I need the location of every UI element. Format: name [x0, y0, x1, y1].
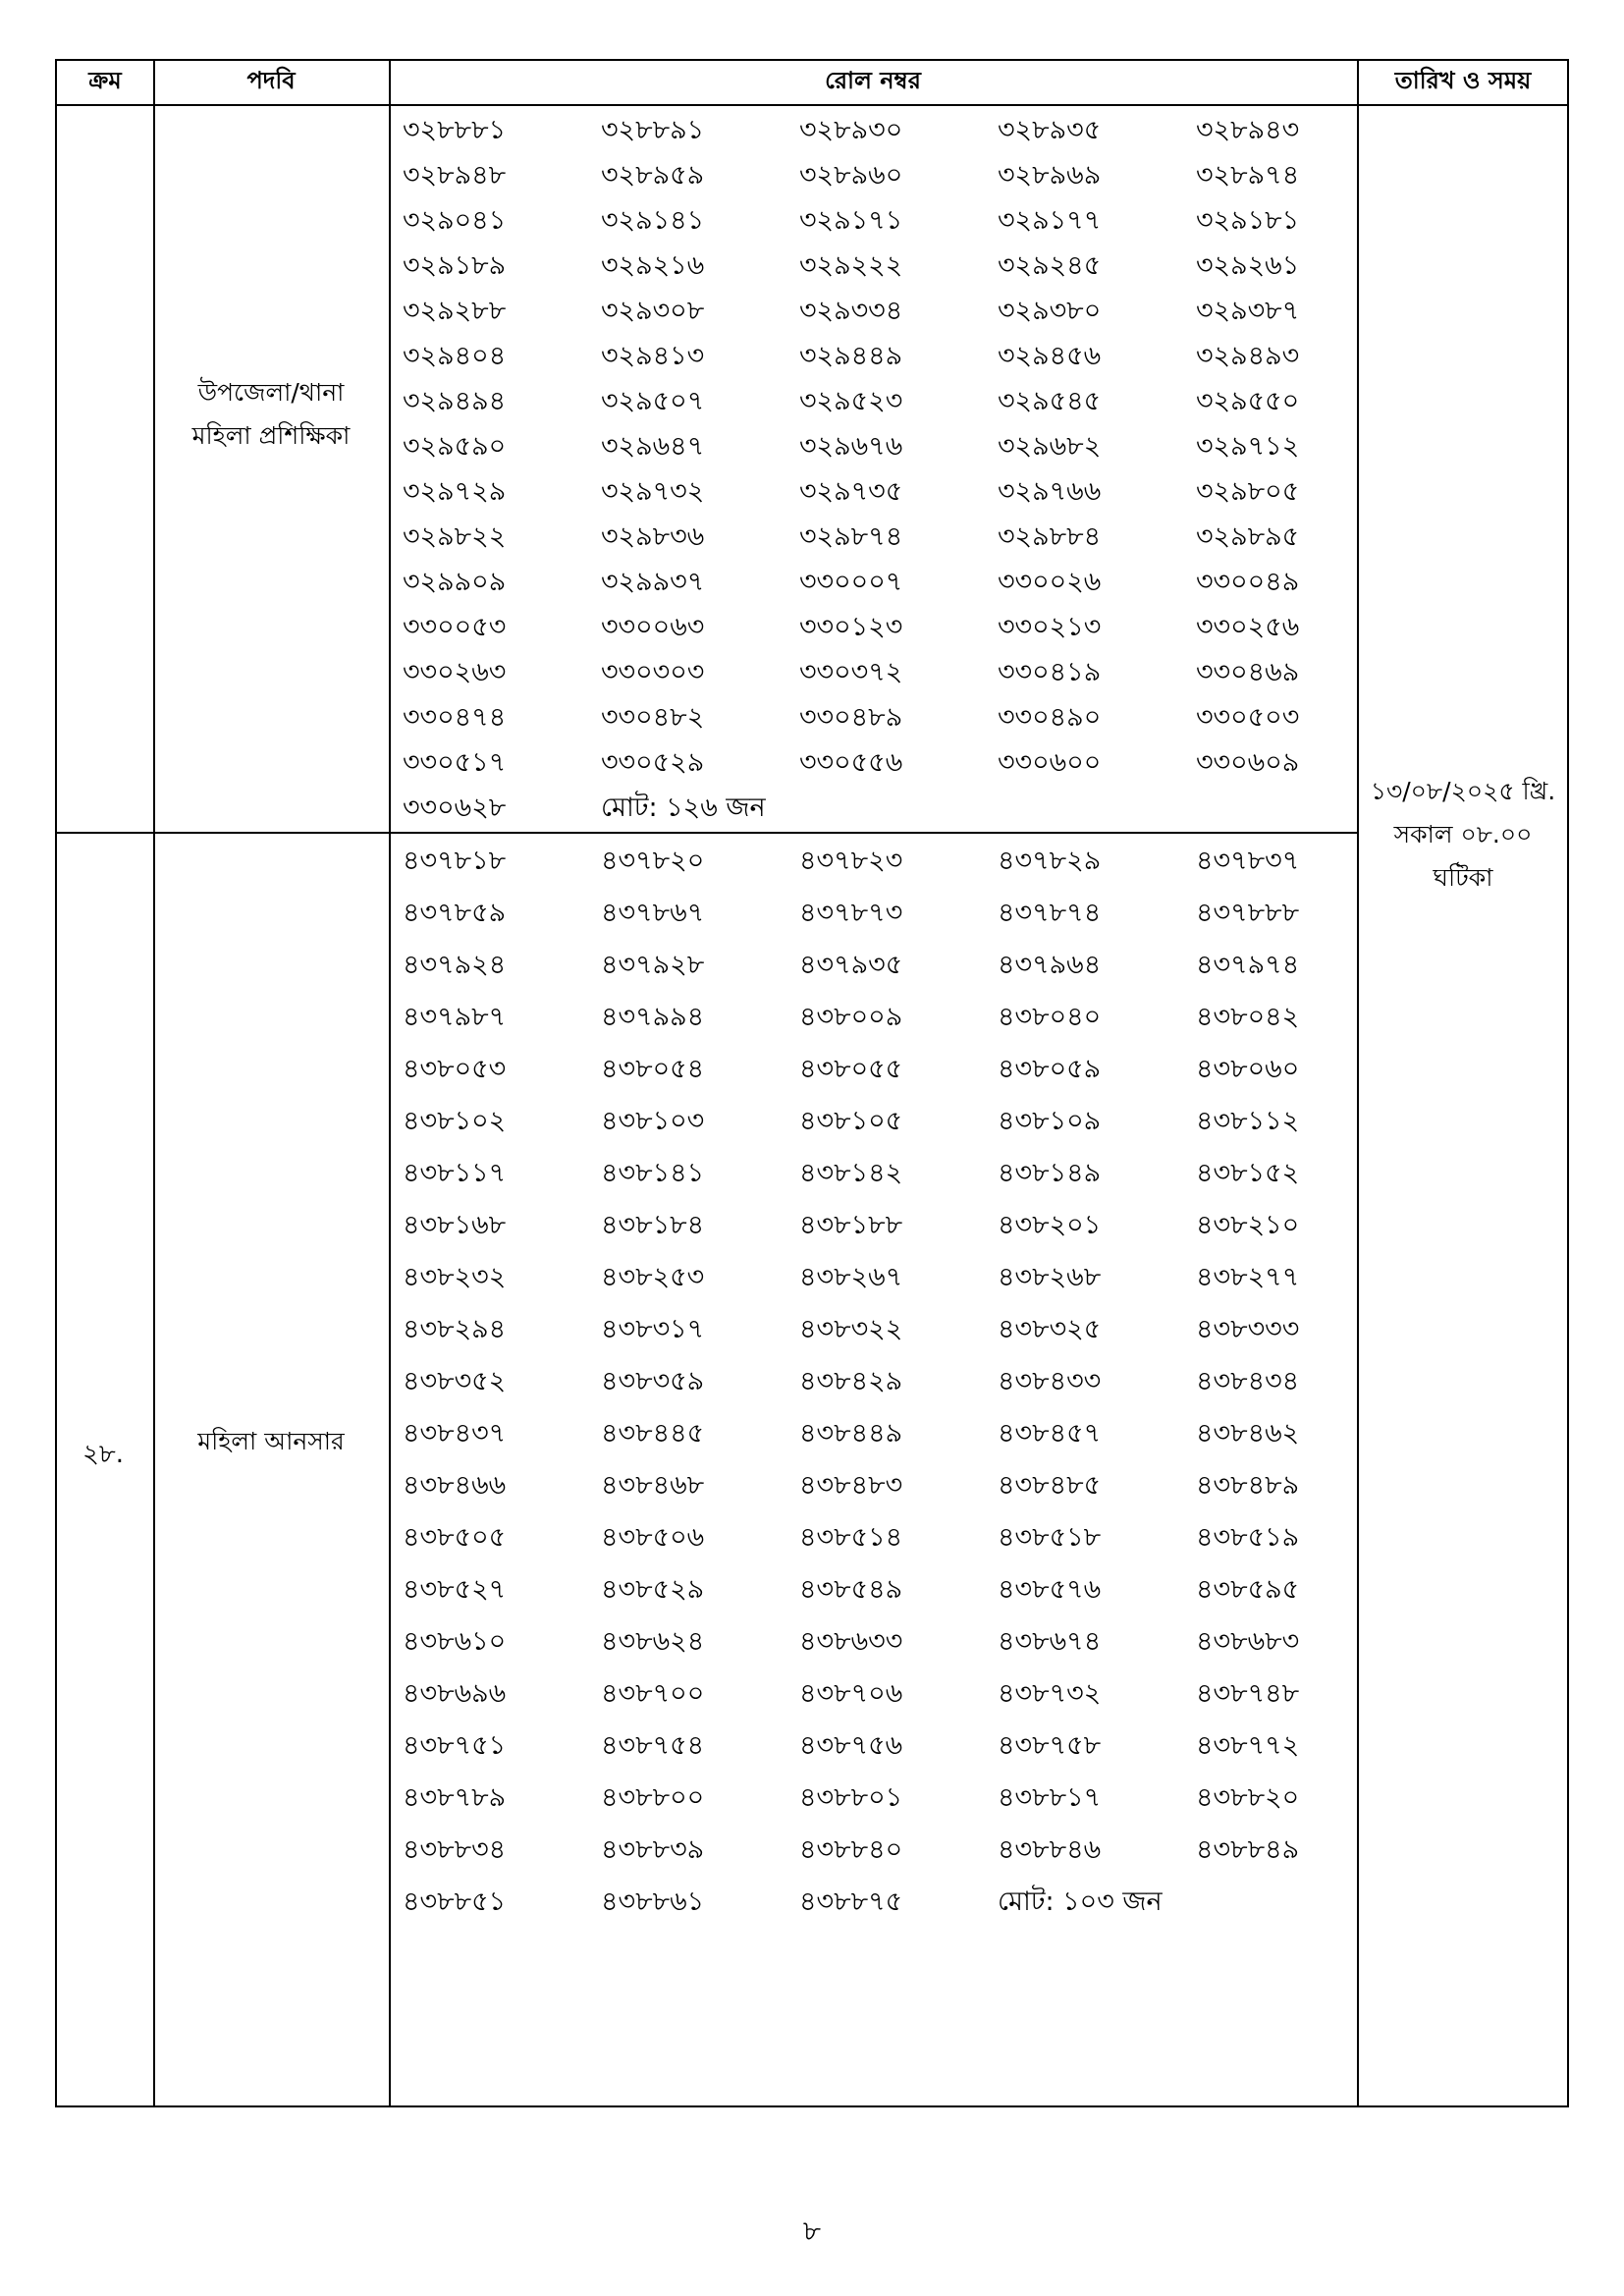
- roll-number: ৪৩৮৭৫৪: [601, 1730, 705, 1761]
- roll-number: ৪৩৮১০৫: [799, 1106, 903, 1136]
- roll-number: ৪৩৮৮১৭: [998, 1782, 1102, 1813]
- column-divider: [389, 61, 391, 2105]
- roll-grid: [403, 835, 1394, 1928]
- roll-number: ৪৩৮৪৩৩: [998, 1366, 1102, 1396]
- roll-number: ৪৩৮১৫২: [1196, 1158, 1300, 1188]
- roll-row: [403, 1043, 1394, 1095]
- roll-number: ৪৩৮৬২৪: [601, 1626, 705, 1657]
- roll-number: ৪৩৮৫৯৫: [1196, 1574, 1300, 1605]
- roll-number: ৪৩৮৮৫১: [403, 1886, 507, 1917]
- roll-number: ৪৩৮৬৭৪: [998, 1626, 1102, 1657]
- roll-number: ৪৩৭৯৩৫: [799, 950, 903, 980]
- roll-number: ৪৩৮৩২৫: [998, 1314, 1102, 1344]
- roll-row: [403, 1251, 1394, 1303]
- roll-number: ৩২৯৭১২: [1196, 431, 1300, 462]
- roll-row: [403, 560, 1394, 605]
- section-divider: [57, 832, 1359, 834]
- roll-row: [403, 1095, 1394, 1147]
- roll-row: [403, 887, 1394, 939]
- roll-number: ৩৩০৪৭৪: [403, 702, 507, 733]
- roll-row: [403, 835, 1394, 887]
- roll-number: ৪৩৮৮৩৪: [403, 1834, 507, 1865]
- roll-row: [403, 1720, 1394, 1772]
- roll-row: [403, 786, 1394, 831]
- roll-number: ৩২৯৯০৯: [403, 567, 507, 597]
- roll-number-table: [55, 59, 1569, 2107]
- roll-number: ৪৩৮১০৯: [998, 1106, 1102, 1136]
- roll-row: [403, 1772, 1394, 1824]
- roll-number: ৪৩৮১১২: [1196, 1106, 1300, 1136]
- time-line: সকাল ০৮.০০: [1393, 820, 1533, 848]
- roll-number: ৪৩৮৫৪৯: [799, 1574, 903, 1605]
- roll-number: ৩৩০৪৬৯: [1196, 657, 1300, 687]
- roll-row: [403, 469, 1394, 515]
- roll-number: ৪৩৮২৩২: [403, 1262, 507, 1292]
- roll-number: ৪৩৮৩৫২: [403, 1366, 507, 1396]
- roll-number: ৩৩০৪৮২: [601, 702, 705, 733]
- post-label: [153, 371, 389, 458]
- roll-number: ৪৩৮২৫৩: [601, 1262, 705, 1292]
- roll-number: ৩২৯৮৩৬: [601, 521, 705, 552]
- roll-number: ৪৩৭৯২৮: [601, 950, 705, 980]
- roll-number: ৪৩৭৮৫৯: [403, 898, 507, 928]
- roll-number: ৩৩০৪৯০: [998, 702, 1102, 733]
- roll-number: ৪৩৮৩১৭: [601, 1314, 705, 1344]
- roll-number: ৩২৯৭৩৫: [799, 476, 903, 507]
- roll-number: ৩২৯৫৪৫: [998, 386, 1102, 416]
- roll-number: ৪৩৮৭৫১: [403, 1730, 507, 1761]
- roll-number: ৪৩৮২১০: [1196, 1210, 1300, 1240]
- roll-number: ৩২৯৪০৪: [403, 341, 507, 371]
- roll-number: ৩২৯৪৫৬: [998, 341, 1102, 371]
- roll-number: ৪৩৮৫১৯: [1196, 1522, 1300, 1553]
- header-roll: রোল নম্বর: [825, 67, 921, 94]
- roll-number: ৪৩৮৫০৫: [403, 1522, 507, 1553]
- roll-number: ৪৩৭৮৭৪: [998, 898, 1102, 928]
- roll-number: ৪৩৭৯২৪: [403, 950, 507, 980]
- roll-number: ৪৩৮১৮৪: [601, 1210, 705, 1240]
- roll-number: ৩২৯৮৮৪: [998, 521, 1102, 552]
- roll-number: ৩২৯৩৮০: [998, 296, 1102, 326]
- roll-row: [403, 695, 1394, 740]
- roll-number: ৩২৮৯৫৯: [601, 160, 705, 191]
- roll-number: ৪৩৮৭০৬: [799, 1678, 903, 1709]
- roll-number: ৩৩০৬০০: [998, 747, 1102, 778]
- roll-number: ৩২৯৩০৮: [601, 296, 705, 326]
- total-count: মোট: ১০৩ জন: [998, 1886, 1163, 1917]
- roll-number: ৪৩৮৮৪০: [799, 1834, 903, 1865]
- roll-number: ৩৩০৩০৩: [601, 657, 705, 687]
- roll-number: ৩২৯৮২২: [403, 521, 507, 552]
- roll-number: ৩২৮৯৩৫: [998, 115, 1102, 145]
- roll-row: [403, 740, 1394, 786]
- roll-number: ৪৩৭৮২০: [601, 846, 705, 876]
- roll-number: ৪৩৮৪৪৯: [799, 1418, 903, 1449]
- roll-number: ৪৩৮৭৮৯: [403, 1782, 507, 1813]
- roll-number: ৩২৯৪৯৩: [1196, 341, 1300, 371]
- roll-number: ৩২৯৫০৭: [601, 386, 705, 416]
- roll-row: [403, 1563, 1394, 1615]
- roll-number: ৩৩০৫৫৬: [799, 747, 903, 778]
- roll-number: ৩২৯২৪৫: [998, 250, 1102, 281]
- roll-number: ৩২৯৬৮২: [998, 431, 1102, 462]
- roll-number: ৪৩৮৫২৯: [601, 1574, 705, 1605]
- roll-number: ৩২৯৭৩২: [601, 476, 705, 507]
- roll-number: ৪৩৮১৪২: [799, 1158, 903, 1188]
- roll-number: ৪৩৭৯৯৪: [601, 1002, 705, 1032]
- roll-row: [403, 108, 1394, 153]
- roll-number: ৪৩৭৯৭৪: [1196, 950, 1300, 980]
- roll-number: ৪৩৮৬১০: [403, 1626, 507, 1657]
- roll-row: [403, 939, 1394, 991]
- roll-number: ৪৩৮৪৪৫: [601, 1418, 705, 1449]
- roll-number: ৪৩৮১৪১: [601, 1158, 705, 1188]
- roll-number: ৩২৯২২২: [799, 250, 903, 281]
- roll-number: ৩৩০৪৮৯: [799, 702, 903, 733]
- roll-number: ৪৩৮১৮৮: [799, 1210, 903, 1240]
- roll-number: ৪৩৮২৬৭: [799, 1262, 903, 1292]
- roll-number: ৪৩৮৪২৯: [799, 1366, 903, 1396]
- post-line: মহিলা আনসার: [197, 1427, 345, 1455]
- roll-number: ৪৩৭৮২৯: [998, 846, 1102, 876]
- roll-row: [403, 1667, 1394, 1720]
- roll-number: ৩২৮৮৮১: [403, 115, 507, 145]
- roll-number: ৩৩০১২৩: [799, 612, 903, 642]
- roll-number: ৪৩৮২৯৪: [403, 1314, 507, 1344]
- roll-number: ৩৩০০০৭: [799, 567, 903, 597]
- roll-number: ৪৩৮৮৪৬: [998, 1834, 1102, 1865]
- roll-number: ৩২৮৯৪৮: [403, 160, 507, 191]
- roll-number: ৪৩৮২৭৭: [1196, 1262, 1300, 1292]
- roll-number: ৩২৯১৪১: [601, 205, 705, 236]
- roll-number: ৪৩৮৭৩২: [998, 1678, 1102, 1709]
- roll-number: ৩২৯৮০৫: [1196, 476, 1300, 507]
- roll-number: ৩২৯৩৩৪: [799, 296, 903, 326]
- roll-row: [403, 605, 1394, 650]
- roll-number: ৩২৯৭২৯: [403, 476, 507, 507]
- roll-number: ৪৩৮৫১৮: [998, 1522, 1102, 1553]
- roll-number: ৩২৯১৮১: [1196, 205, 1300, 236]
- roll-number: ৪৩৮৮৩৯: [601, 1834, 705, 1865]
- serial-number: ২৮.: [82, 1440, 125, 1469]
- roll-number: ৪৩৮৪৮৯: [1196, 1470, 1300, 1501]
- roll-number: ৩৩০৫২৯: [601, 747, 705, 778]
- roll-number: ৩৩০২৬৩: [403, 657, 507, 687]
- roll-number: ৩৩০৬০৯: [1196, 747, 1300, 778]
- post-label: [153, 1420, 389, 1463]
- header-divider: [57, 104, 1567, 106]
- roll-number: ৩২৯২১৬: [601, 250, 705, 281]
- roll-number: ৪৩৮৪৫৭: [998, 1418, 1102, 1449]
- roll-number: ৪৩৮৭৭২: [1196, 1730, 1300, 1761]
- roll-number: ৪৩৮২৬৮: [998, 1262, 1102, 1292]
- roll-number: ৩২৯৯৩৭: [601, 567, 705, 597]
- roll-number: ৩৩০২৫৬: [1196, 612, 1300, 642]
- roll-number: ৩৩০০৬৩: [601, 612, 705, 642]
- roll-number: ৪৩৮০৪০: [998, 1002, 1102, 1032]
- header-serial: ক্রম: [88, 67, 122, 94]
- roll-number: ৩২৯০৪১: [403, 205, 507, 236]
- roll-number: ৪৩৭৯৮৭: [403, 1002, 507, 1032]
- roll-number: ৪৩৮৪৩৭: [403, 1418, 507, 1449]
- roll-number: ৪৩৮৪৩৪: [1196, 1366, 1300, 1396]
- roll-number: ৩২৮৯৭৪: [1196, 160, 1300, 191]
- roll-number: ৪৩৮৬৩৩: [799, 1626, 903, 1657]
- roll-number: ৩২৯৭৬৬: [998, 476, 1102, 507]
- roll-number: ৪৩৮৫১৪: [799, 1522, 903, 1553]
- roll-number: ৪৩৮৫০৬: [601, 1522, 705, 1553]
- roll-number: ৪৩৮০৫৯: [998, 1054, 1102, 1084]
- roll-row: [403, 515, 1394, 560]
- roll-number: ৪৩৮৬৯৬: [403, 1678, 507, 1709]
- roll-row: [403, 1355, 1394, 1407]
- roll-number: ৪৩৮৮২০: [1196, 1782, 1300, 1813]
- roll-number: ৪৩৮১১৭: [403, 1158, 507, 1188]
- roll-number: ৪৩৮৫৭৬: [998, 1574, 1102, 1605]
- time-unit-line: ঘটিকা: [1433, 863, 1493, 892]
- roll-number: ৪৩৮১০৩: [601, 1106, 705, 1136]
- roll-number: ৪৩৮৭৫৮: [998, 1730, 1102, 1761]
- roll-number: ৪৩৭৮৬৭: [601, 898, 705, 928]
- roll-number: ৩২৯১৭৭: [998, 205, 1102, 236]
- roll-number: ৪৩৮২০১: [998, 1210, 1102, 1240]
- roll-number: ৪৩৮০৫৩: [403, 1054, 507, 1084]
- roll-row: [403, 1511, 1394, 1563]
- roll-number: ৪৩৭৮৮৮: [1196, 898, 1300, 928]
- roll-number: ৩২৯৫৯০: [403, 431, 507, 462]
- roll-number: ৪৩৮০৬০: [1196, 1054, 1300, 1084]
- roll-number: ৩২৯৮৭৪: [799, 521, 903, 552]
- roll-number: ৩২৯৪১৩: [601, 341, 705, 371]
- roll-row: [403, 1407, 1394, 1459]
- roll-number: ৩৩০০৪৯: [1196, 567, 1300, 597]
- page-number: ৮: [802, 2214, 822, 2247]
- roll-row: [403, 379, 1394, 424]
- roll-row: [403, 244, 1394, 289]
- date-line: ১৩/০৮/২০২৫ খ্রি.: [1370, 777, 1556, 805]
- roll-number: ৪৩৮৭০০: [601, 1678, 705, 1709]
- roll-row: [403, 1615, 1394, 1667]
- roll-number: ৪৩৮১০২: [403, 1106, 507, 1136]
- roll-number: ৪৩৮৪৮৩: [799, 1470, 903, 1501]
- roll-number: ৪৩৭৯৬৪: [998, 950, 1102, 980]
- roll-number: ৩৩০৬২৮: [403, 793, 507, 823]
- roll-number: ৩২৮৯৪৩: [1196, 115, 1300, 145]
- roll-number: ৩২৯৫৫০: [1196, 386, 1300, 416]
- roll-number: ৩২৯২৮৮: [403, 296, 507, 326]
- roll-number: ৩২৮৯৩০: [799, 115, 903, 145]
- roll-row: [403, 650, 1394, 695]
- post-line: মহিলা প্রশিক্ষিকা: [191, 421, 351, 450]
- roll-number: ৩২৯৫২৩: [799, 386, 903, 416]
- roll-number: ৪৩৮৩৩৩: [1196, 1314, 1300, 1344]
- roll-number: ৩২৯২৬১: [1196, 250, 1300, 281]
- roll-number: ৪৩৮৮৬১: [601, 1886, 705, 1917]
- roll-number: ৩৩০৫১৭: [403, 747, 507, 778]
- roll-number: ৩২৮৮৯১: [601, 115, 705, 145]
- roll-grid: [403, 108, 1394, 831]
- roll-number: ৪৩৭৮৭৩: [799, 898, 903, 928]
- roll-number: ৪৩৭৮২৩: [799, 846, 903, 876]
- roll-number: ৪৩৮৪৬৮: [601, 1470, 705, 1501]
- roll-number: ৩২৯৪৪৯: [799, 341, 903, 371]
- roll-number: ৪৩৭৮৩৭: [1196, 846, 1300, 876]
- roll-number: ৩৩০০৫৩: [403, 612, 507, 642]
- roll-number: ৪৩৮৮৭৫: [799, 1886, 903, 1917]
- roll-number: ৪৩৮৫২৭: [403, 1574, 507, 1605]
- roll-number: ৪৩৮৮০১: [799, 1782, 903, 1813]
- roll-number: ৪৩৮৩৫৯: [601, 1366, 705, 1396]
- roll-row: [403, 1824, 1394, 1876]
- header-post: পদবি: [246, 67, 296, 94]
- roll-row: [403, 153, 1394, 198]
- roll-row: [403, 424, 1394, 469]
- column-divider: [153, 61, 155, 2105]
- roll-row: [403, 1876, 1394, 1928]
- roll-number: ৪৩৮১৪৯: [998, 1158, 1102, 1188]
- roll-number: ৩৩০৩৭২: [799, 657, 903, 687]
- roll-number: ৪৩৮০৫৫: [799, 1054, 903, 1084]
- date-time: [1357, 770, 1569, 900]
- roll-number: ৪৩৮০৫৪: [601, 1054, 705, 1084]
- roll-number: ৪৩৮৪৬৬: [403, 1470, 507, 1501]
- roll-number: ৩২৯৬৭৬: [799, 431, 903, 462]
- roll-row: [403, 334, 1394, 379]
- roll-row: [403, 1147, 1394, 1199]
- roll-number: ৪৩৮০৪২: [1196, 1002, 1300, 1032]
- roll-row: [403, 198, 1394, 244]
- roll-row: [403, 1459, 1394, 1511]
- roll-row: [403, 1303, 1394, 1355]
- roll-number: ৩২৮৯৬৯: [998, 160, 1102, 191]
- roll-number: ৩২৯৬৪৭: [601, 431, 705, 462]
- roll-number: ৩২৯১৭১: [799, 205, 903, 236]
- header-datetime: তারিখ ও সময়: [1394, 67, 1532, 94]
- roll-number: ৩২৯১৮৯: [403, 250, 507, 281]
- roll-number: ৪৩৮৭৫৬: [799, 1730, 903, 1761]
- roll-number: ৪৩৮১৬৮: [403, 1210, 507, 1240]
- roll-row: [403, 1199, 1394, 1251]
- roll-number: ৪৩৮৭৪৮: [1196, 1678, 1300, 1709]
- roll-number: ৩২৯৩৮৭: [1196, 296, 1300, 326]
- roll-number: ৪৩৮০০৯: [799, 1002, 903, 1032]
- roll-number: ৩৩০০২৬: [998, 567, 1102, 597]
- roll-number: ৪৩৭৮১৮: [403, 846, 507, 876]
- roll-number: ৩২৯৪৯৪: [403, 386, 507, 416]
- roll-number: ৩৩০৫০৩: [1196, 702, 1300, 733]
- roll-row: [403, 991, 1394, 1043]
- roll-number: ৪৩৮৬৮৩: [1196, 1626, 1300, 1657]
- roll-number: ৩৩০২১৩: [998, 612, 1102, 642]
- total-count: মোট: ১২৬ জন: [601, 793, 766, 823]
- roll-number: ৩২৮৯৬০: [799, 160, 903, 191]
- roll-number: ৪৩৮৮০০: [601, 1782, 705, 1813]
- roll-number: ৩৩০৪১৯: [998, 657, 1102, 687]
- roll-number: ৪৩৮৩২২: [799, 1314, 903, 1344]
- post-line: উপজেলা/থানা: [197, 378, 345, 407]
- roll-number: ৪৩৮৮৪৯: [1196, 1834, 1300, 1865]
- roll-number: ৩২৯৮৯৫: [1196, 521, 1300, 552]
- roll-row: [403, 289, 1394, 334]
- roll-number: ৪৩৮৪৬২: [1196, 1418, 1300, 1449]
- roll-number: ৪৩৮৪৮৫: [998, 1470, 1102, 1501]
